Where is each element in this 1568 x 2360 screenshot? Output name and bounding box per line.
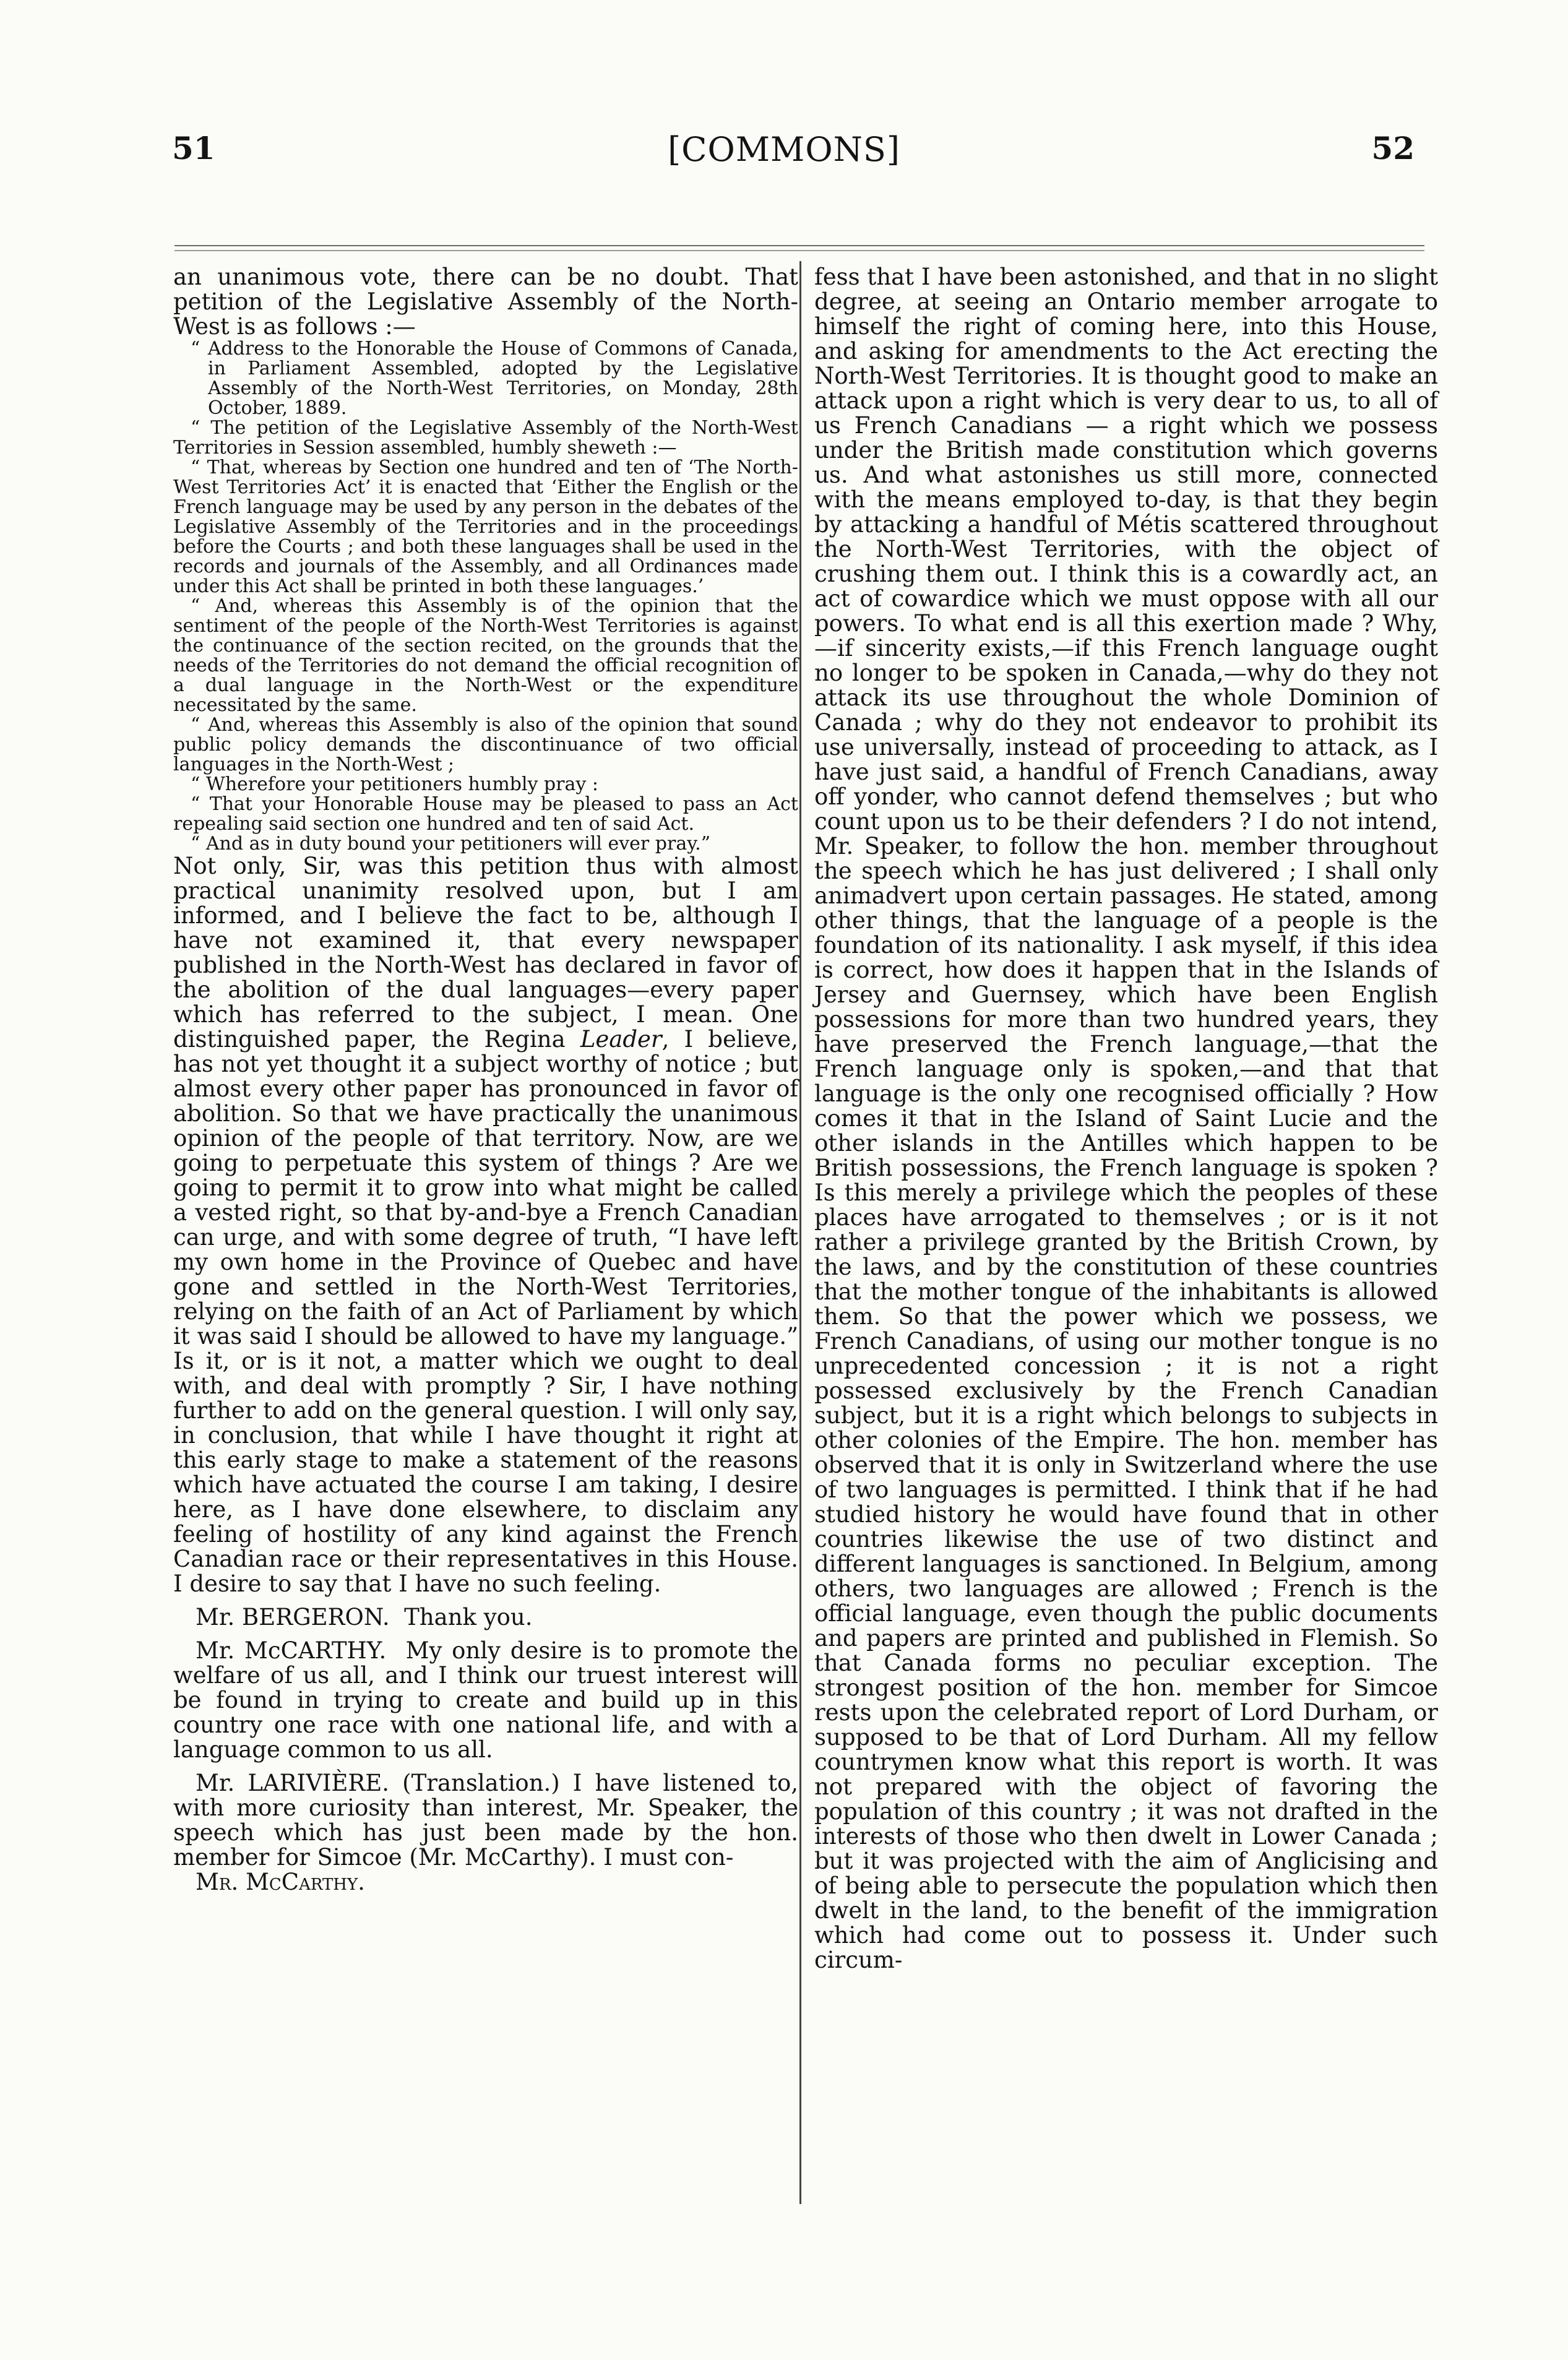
- right-page-number: 52: [1371, 130, 1415, 166]
- petition-paragraph: “ And, whereas this Assembly is of the opinion that the sentiment of the people of the North-West Territories is against the continuance of the section recited, on the grounds that the needs of the Territories do not demand the official recognition of a dual language in the North-West or the expenditure necessitated by the same.: [173, 595, 798, 716]
- speech-mccarthy: [173, 1639, 798, 1762]
- petition-paragraph: “ The petition of the Legislative Assembly of the North-West Territories in Session assembled, humbly sheweth :—: [173, 417, 798, 459]
- intro-paragraph: an unanimous vote, there can be no doubt. That petition of the Legislative Assembly of the North-West is as follows :—: [173, 264, 798, 340]
- petition-paragraph: “ That, whereas by Section one hundred and ten of ‘The North-West Territories Act’ it is enacted that ‘Either the English or the French language may be used by any person in the debates of the Legislative Assembly of the Territories and in the proceedings before the Courts ; and both these languages shall be used in the records and journals of the Assembly, and all Ordinances made under this Act shall be printed in both these languages.’: [173, 457, 798, 597]
- left-column: [173, 265, 798, 1895]
- speaker-name: Mr. LARIVIÈRE.: [196, 1770, 390, 1796]
- petition-paragraph: “ Wherefore your petitioners humbly pray :: [191, 773, 598, 795]
- speech-text: My only desire is to promote the welfare of us all, and I think our truest interest will be found in trying to create and build up in this country one race with one national life, and with a language common to us all.: [173, 1637, 798, 1763]
- petition-quote: [173, 339, 798, 854]
- body-text: Not only, Sir, was this petition thus with almost practical unanimity resolved upon, but I am informed, and I believe the fact to be, although I have not examined it, that every newspaper published in the North-West has declared in favor of the abolition of the dual languages—every paper which has referred to the subject, I mean. One distinguished paper, the Regina: [173, 853, 798, 1053]
- petition-address: “ Address to the Honorable the House of Commons of Canada, in Parliament Assembled, adopted by the Legislative Assembly of the North-West Territories, on Monday, 28th October, 1889.: [191, 338, 798, 419]
- speaker-name: Mr. McCARTHY.: [196, 1637, 387, 1664]
- footer-speaker-name: Mr. McCarthy.: [196, 1869, 365, 1895]
- right-column: [814, 265, 1438, 1973]
- speaker-name: Mr. BERGERON.: [196, 1604, 390, 1630]
- body-text: , I believe, has not yet thought it a subject worthy of notice ; but almost every other paper has pronounced in favor of abolition. So that we have practically the unanimous opinion of the people of that territory. Now, are we going to perpetuate this system of things ? Are we going to permit it to grow into what might be called a vested right, so that by-and-bye a French Canadian can urge, and with some degree of truth, “I have left my own home in the Province of Quebec and have gone and settled in the North-West Territories, relying on the faith of an Act of Parliament by which it was said I should be allowed to have my language.” Is it, or is it not, a matter which we ought to deal with, and deal with promptly ? Sir, I have nothing further to add on the general question. I will only say, in conclusion, that while I have thought it right at this early stage to make a statement of the reasons which have actuated the course I am taking, I desire here, as I have done elsewhere, to disclaim any feeling of hostility of any kind against the French Canadian race or their representatives in this House. I desire to say that I have no such feeling.: [173, 1026, 798, 1597]
- newspaper-name: Leader: [580, 1026, 662, 1053]
- speech-bergeron: [173, 1605, 798, 1630]
- body-paragraph: [173, 854, 798, 1596]
- speech-text: Thank you.: [404, 1604, 533, 1630]
- petition-paragraph: “ And, whereas this Assembly is also of the opinion that sound public policy demands the discontinuance of two official languages in the North-West ;: [173, 714, 798, 775]
- column-divider: [799, 261, 801, 2204]
- petition-paragraph: “ That your Honorable House may be pleased to pass an Act repealing said section one hundred and ten of said Act.: [173, 793, 798, 835]
- speech-text: (Translation.) I have listened to, with more curiosity than interest, Mr. Speaker, the speech which has just been made by the hon. member for Simcoe (Mr. McCarthy). I must con-: [173, 1770, 798, 1871]
- header-rule: [174, 245, 1424, 251]
- petition-paragraph: “ And as in duty bound your petitioners will ever pray.”: [191, 833, 711, 855]
- running-head: [COMMONS]: [668, 130, 900, 169]
- left-page-number: 51: [172, 130, 215, 166]
- right-column-text: fess that I have been astonished, and that in no slight degree, at seeing an Ontario member arrogate to himself the right of coming here, into this House, and asking for amendments to the Act erecting the North-West Territories. It is thought good to make an attack upon a right which is very dear to us, to all of us French Canadians — a right which we possess under the British made constitution which governs us. And what astonishes us still more, connected with the means employed to-day, is that they begin by attacking a handful of Métis scattered throughout the North-West Territories, with the object of crushing them out. I think this is a cowardly act, an act of cowardice which we must oppose with all our powers. To what end is all this exertion made ? Why,—if sincerity exists,—if this French language ought no longer to be spoken in Canada,—why do they not attack its use throughout the whole Dominion of Canada ; why do they not endeavor to prohibit its use universally, instead of proceeding to attack, as I have just said, a handful of French Canadians, away off yonder, who cannot defend themselves ; but who count upon us to be their defenders ? I do not intend, Mr. Speaker, to follow the hon. member throughout the speech which he has just delivered ; I shall only animadvert upon certain passages. He stated, among other things, that the language of a people is the foundation of its nationality. I ask myself, if this idea is correct, how does it happen that in the Islands of Jersey and Guernsey, which have been English possessions for more than two hundred years, they have preserved the French language,—that the French language only is spoken,—and that that language is the only one recognised officially ? How comes it that in the Island of Saint Lucie and the other islands in the Antilles which happen to be British possessions, the French language is spoken ? Is this merely a privilege which the peoples of these places have arrogated to themselves ; or is it not rather a privilege granted by the British Crown, by the laws, and by the constitution of these countries that the mother tongue of the inhabitants is allowed them. So that the power which we possess, we French Canadians, of using our mother tongue is no unprecedented concession ; it is not a right possessed exclusively by the French Canadian subject, but it is a right which belongs to subjects in other colonies of the Empire. The hon. member has observed that it is only in Switzerland where the use of two languages is permitted. I think that if he had studied history he would have found that in other countries likewise the use of two distinct and different languages is sanctioned. In Belgium, among others, two languages are allowed ; French is the official language, even though the public documents and papers are printed and published in Flemish. So that Canada forms no peculiar exception. The strongest position of the hon. member for Simcoe rests upon the celebrated report of Lord Durham, or supposed to be that of Lord Durham. All my fellow countrymen know what this report is worth. It was not prepared with the object of favoring the population of this country ; it was not drafted in the interests of those who then dwelt in Lower Canada ; but it was projected with the aim of Anglicising and of being able to persecute the population which then dwelt in the land, to the benefit of the immigration which had come out to possess it. Under such circum-: [814, 264, 1438, 1973]
- page-header: [0, 130, 1568, 192]
- speech-lariviere: [173, 1771, 798, 1870]
